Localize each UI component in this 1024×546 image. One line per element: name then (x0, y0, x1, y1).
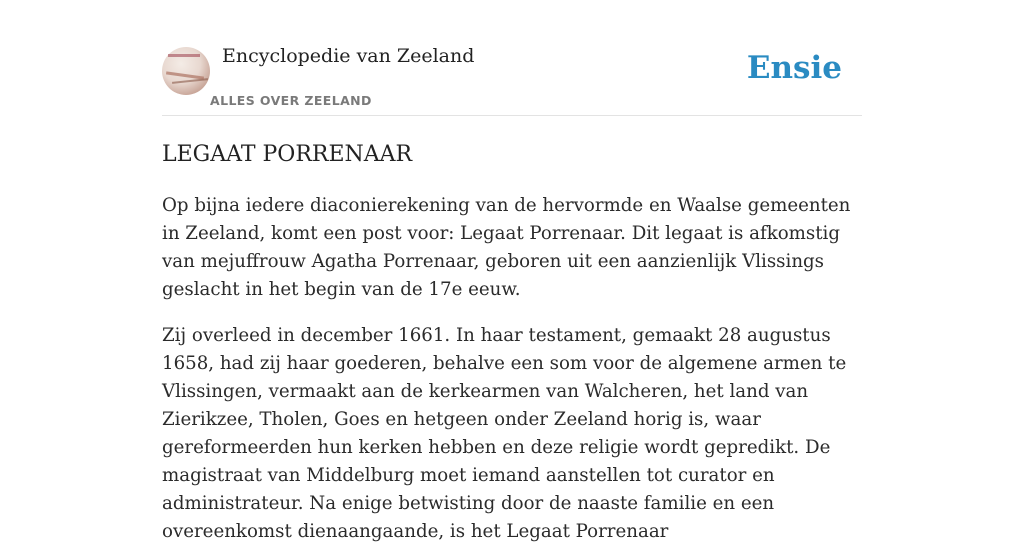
site-subtitle: ALLES OVER ZEELAND (210, 93, 372, 108)
article (162, 138, 862, 546)
article-paragraph: Zij overleed in december 1661. In haar testament, gemaakt 28 augustus 1658, had zij haar goederen, behalve een som voor de algemene armen te Vlissingen, vermaakt aan de kerkearmen van Walcheren, het land van Zierikzee, Tholen, Goes en hetgeen onder Zeeland horig is, waar gereformeerden hun kerken hebben en deze religie wordt gepredikt. De magistraat van Middelburg moet iemand aanstellen tot curator en administrateur. Na enige betwisting door de naaste familie en een overeenkomst dienaangaande, is het Legaat Porrenaar (162, 325, 847, 542)
brand-logo[interactable]: Ensie (746, 50, 842, 86)
site-title[interactable]: Encyclopedie van Zeeland (222, 45, 475, 67)
article-paragraph: Op bijna iedere diaconierekening van de hervormde en Waalse gemeenten in Zeeland, komt een post voor: Legaat Porrenaar. Dit legaat is afkomstig van mejuffrouw Agatha Porrenaar, geboren uit een aanzienlijk Vlissings geslacht in het begin van de 17e eeuw. (162, 195, 851, 300)
article-title: LEGAAT PORRENAAR (162, 142, 413, 167)
site-header (162, 0, 862, 116)
site-avatar[interactable] (162, 47, 210, 95)
